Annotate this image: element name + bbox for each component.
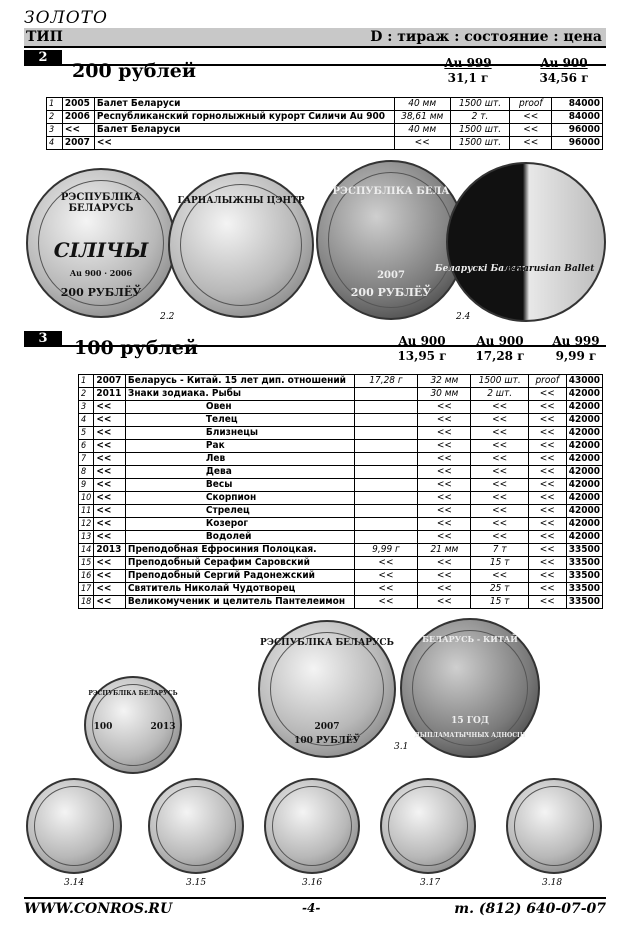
row-number: 8	[79, 466, 94, 479]
row-year: 2007	[62, 137, 94, 150]
row-weight	[354, 505, 418, 518]
row-number: 17	[79, 583, 94, 596]
metal-spec: Au 999 9,99 г	[552, 334, 600, 363]
table-row	[79, 557, 603, 570]
row-price: 33500	[566, 570, 602, 583]
coin-rim	[156, 786, 236, 866]
coin-legend: СІЛІЧЫ	[53, 238, 149, 262]
row-price: 33500	[566, 596, 602, 609]
row-diameter: 32 мм	[418, 375, 471, 388]
table-row	[47, 111, 603, 124]
row-price: 42000	[566, 388, 602, 401]
row-mintage: <<	[471, 492, 528, 505]
row-mintage: <<	[471, 570, 528, 583]
row-number: 4	[79, 414, 94, 427]
row-condition: <<	[528, 388, 566, 401]
row-name: Рак	[125, 440, 354, 453]
table-row	[47, 98, 603, 111]
table-row	[79, 427, 603, 440]
coin-legend: Belarusian Ballet	[506, 264, 595, 274]
coin-saint-sergius	[264, 778, 360, 874]
row-condition: <<	[528, 505, 566, 518]
row-price: 33500	[566, 544, 602, 557]
row-name: Преподобный Сергий Радонежский	[125, 570, 354, 583]
table-row	[79, 440, 603, 453]
metal-spec: Au 900 17,28 г	[475, 334, 525, 363]
row-diameter: <<	[418, 492, 471, 505]
coin-legend: 2007	[314, 722, 340, 732]
column-header-bar	[24, 28, 606, 48]
coin-rim	[412, 630, 528, 746]
row-condition: <<	[528, 401, 566, 414]
row-name: Преподобный Серафим Саровский	[125, 557, 354, 570]
section-number: 3	[24, 331, 62, 347]
coin-legend: 200 РУБЛЁЎ	[60, 286, 142, 299]
section-title: 200 рублей	[72, 60, 196, 82]
coin-caption: 3.15	[186, 878, 207, 888]
row-condition: <<	[528, 518, 566, 531]
row-weight	[354, 440, 418, 453]
row-condition: <<	[528, 596, 566, 609]
row-year: <<	[62, 124, 94, 137]
row-year: <<	[94, 427, 126, 440]
row-name: Стрелец	[125, 505, 354, 518]
row-mintage: 2 шт.	[471, 388, 528, 401]
row-mintage: 15 т	[471, 596, 528, 609]
row-price: 42000	[566, 427, 602, 440]
row-price: 42000	[566, 401, 602, 414]
row-year: <<	[94, 453, 126, 466]
coin-saint-nicholas	[380, 778, 476, 874]
table-row	[79, 531, 603, 544]
row-condition: <<	[528, 544, 566, 557]
coin-legend: РЭСПУБЛІКА БЕЛА	[332, 186, 450, 197]
row-price: 96000	[552, 124, 603, 137]
row-weight: <<	[354, 583, 418, 596]
row-number: 15	[79, 557, 94, 570]
row-mintage: <<	[471, 505, 528, 518]
coin-caption: 2.2	[160, 312, 175, 322]
table-row	[47, 124, 603, 137]
row-price: 42000	[566, 453, 602, 466]
row-name: Лев	[125, 453, 354, 466]
row-number: 18	[79, 596, 94, 609]
row-mintage: <<	[471, 427, 528, 440]
row-weight	[354, 466, 418, 479]
coin-caption: 3.18	[542, 878, 563, 888]
coin-caption: 2.4	[456, 312, 471, 322]
row-name: Телец	[125, 414, 354, 427]
coin-legend: РЭСПУБЛІКА БЕЛАРУСЬ	[260, 638, 394, 648]
row-condition: proof	[510, 98, 552, 111]
coin-legend: 2007	[377, 270, 405, 281]
type-label: ТИП	[26, 29, 63, 45]
coin-caption: 3.17	[420, 878, 441, 888]
row-year: <<	[94, 531, 126, 544]
table-row	[79, 570, 603, 583]
coin-silichi-obverse	[26, 168, 176, 318]
row-diameter: <<	[418, 531, 471, 544]
row-name: Овен	[125, 401, 354, 414]
row-name: Республиканский горнолыжный курорт Силичи Au 900	[94, 111, 394, 124]
row-weight: <<	[354, 570, 418, 583]
row-name: Скорпион	[125, 492, 354, 505]
row-mintage: <<	[471, 401, 528, 414]
row-condition: <<	[528, 557, 566, 570]
coin-table-200	[46, 97, 603, 150]
row-year: <<	[94, 518, 126, 531]
row-weight: <<	[354, 596, 418, 609]
row-diameter: <<	[418, 583, 471, 596]
row-mintage: <<	[471, 453, 528, 466]
coin-legend: 100 РУБЛЁЎ	[294, 736, 360, 746]
coin-silichi-reverse	[168, 172, 314, 318]
coin-legend: 15 ГОД	[451, 716, 489, 726]
row-weight	[354, 453, 418, 466]
table-row	[79, 466, 603, 479]
row-year: 2005	[62, 98, 94, 111]
row-condition: <<	[528, 414, 566, 427]
coin-legend: РЭСПУБЛІКА БЕЛАРУСЬ	[60, 192, 142, 214]
row-weight	[354, 479, 418, 492]
row-mintage: 25 т	[471, 583, 528, 596]
row-weight	[354, 531, 418, 544]
row-mintage: 1500 шт.	[450, 98, 510, 111]
row-year: <<	[94, 479, 126, 492]
row-diameter: 38,61 мм	[394, 111, 450, 124]
row-mintage: 7 т	[471, 544, 528, 557]
row-number: 5	[79, 427, 94, 440]
table-row	[47, 137, 603, 150]
table-row	[79, 544, 603, 557]
row-condition: <<	[528, 440, 566, 453]
row-name: Преподобная Ефросиния Полоцкая.	[125, 544, 354, 557]
row-diameter: 40 мм	[394, 98, 450, 111]
table-row	[79, 414, 603, 427]
coin-legend: БЕЛАРУСЬ - КИТАЙ	[422, 634, 518, 644]
row-number: 1	[47, 98, 63, 111]
row-price: 84000	[552, 111, 603, 124]
coin-rim	[272, 786, 352, 866]
page-footer	[24, 897, 606, 917]
row-year: <<	[94, 492, 126, 505]
category-title: ЗОЛОТО	[24, 8, 108, 28]
coin-saint-seraphim	[148, 778, 244, 874]
row-name: <<	[94, 137, 394, 150]
table-row	[79, 479, 603, 492]
metal-spec: Au 999 31,1 г	[444, 56, 492, 85]
row-diameter: <<	[418, 518, 471, 531]
row-price: 33500	[566, 557, 602, 570]
coin-caption: 3.16	[302, 878, 323, 888]
row-mintage: 1500 шт.	[450, 137, 510, 150]
row-mintage: 1500 шт.	[471, 375, 528, 388]
row-weight: <<	[354, 557, 418, 570]
row-year: <<	[94, 557, 126, 570]
phone-number: т. (812) 640-07-07	[454, 901, 606, 917]
table-row	[79, 375, 603, 388]
row-diameter: <<	[418, 466, 471, 479]
coin-legend: РЭСПУБЛІКА БЕЛАРУСЬ	[88, 690, 178, 697]
row-condition: <<	[528, 531, 566, 544]
row-number: 2	[79, 388, 94, 401]
coin-ballet-obverse	[316, 160, 466, 320]
row-condition: <<	[528, 466, 566, 479]
row-mintage: 1500 шт.	[450, 124, 510, 137]
row-name: Весы	[125, 479, 354, 492]
row-diameter: 40 мм	[394, 124, 450, 137]
row-mintage: <<	[471, 440, 528, 453]
row-mintage: <<	[471, 531, 528, 544]
row-price: 42000	[566, 440, 602, 453]
page-number: -4-	[302, 901, 321, 915]
coin-caption: 3.1	[394, 742, 409, 752]
row-condition: <<	[528, 427, 566, 440]
table-row	[79, 453, 603, 466]
coin-legend: Беларускі Балет	[434, 264, 526, 274]
row-diameter: <<	[418, 505, 471, 518]
row-diameter: <<	[418, 453, 471, 466]
row-year: <<	[94, 401, 126, 414]
coin-legend: Au 900 · 2006	[69, 268, 133, 278]
row-name: Знаки зодиака. Рыбы	[125, 388, 354, 401]
row-number: 4	[47, 137, 63, 150]
section-title: 100 рублей	[74, 337, 198, 359]
row-condition: <<	[510, 111, 552, 124]
coin-legend: ГАРНАЛЫЖНЫ ЦЭНТР	[177, 196, 305, 206]
row-name: Балет Беларуси	[94, 124, 394, 137]
row-number: 14	[79, 544, 94, 557]
row-year: <<	[94, 414, 126, 427]
row-name: Близнецы	[125, 427, 354, 440]
row-name: Балет Беларуси	[94, 98, 394, 111]
table-row	[79, 388, 603, 401]
row-weight	[354, 518, 418, 531]
row-price: 42000	[566, 505, 602, 518]
table-row	[79, 401, 603, 414]
row-mintage: <<	[471, 479, 528, 492]
coin-table-100	[78, 374, 603, 609]
coin-rim	[388, 786, 468, 866]
row-price: 84000	[552, 98, 603, 111]
row-number: 12	[79, 518, 94, 531]
row-diameter: <<	[418, 479, 471, 492]
row-condition: <<	[528, 492, 566, 505]
row-condition: <<	[510, 137, 552, 150]
row-number: 10	[79, 492, 94, 505]
coin-legend: ДЫПЛАМАТЫЧНЫХ АДНОСІН	[414, 732, 526, 739]
coin-rim	[34, 786, 114, 866]
coin-legend: 2013	[150, 722, 176, 732]
row-year: <<	[94, 583, 126, 596]
row-mintage: 15 т	[471, 557, 528, 570]
row-condition: <<	[528, 453, 566, 466]
row-price: 42000	[566, 531, 602, 544]
columns-label: D : тираж : состояние : цена	[370, 29, 602, 45]
row-number: 16	[79, 570, 94, 583]
row-name: Великомученик и целитель Пантелеимон	[125, 596, 354, 609]
row-number: 13	[79, 531, 94, 544]
row-condition: <<	[528, 479, 566, 492]
row-price: 42000	[566, 466, 602, 479]
row-mintage: 2 т.	[450, 111, 510, 124]
row-name: Дева	[125, 466, 354, 479]
row-year: 2007	[94, 375, 126, 388]
row-number: 1	[79, 375, 94, 388]
row-price: 96000	[552, 137, 603, 150]
row-price: 42000	[566, 479, 602, 492]
row-name: Святитель Николай Чудотворец	[125, 583, 354, 596]
row-price: 42000	[566, 518, 602, 531]
row-diameter: <<	[394, 137, 450, 150]
row-year: <<	[94, 466, 126, 479]
table-row	[79, 518, 603, 531]
row-number: 2	[47, 111, 63, 124]
table-row	[79, 596, 603, 609]
site-link[interactable]: WWW.CONROS.RU	[24, 901, 173, 917]
row-weight	[354, 388, 418, 401]
row-year: <<	[94, 440, 126, 453]
row-weight	[354, 401, 418, 414]
coin-euphrosyne-obverse	[84, 676, 182, 774]
row-year: <<	[94, 596, 126, 609]
row-weight: 9,99 г	[354, 544, 418, 557]
row-name: Беларусь - Китай. 15 лет дип. отношений	[125, 375, 354, 388]
coin-saint-panteleimon	[506, 778, 602, 874]
section-number: 2	[24, 50, 62, 66]
coin-ballet-reverse	[434, 162, 606, 322]
row-diameter: <<	[418, 414, 471, 427]
row-year: 2006	[62, 111, 94, 124]
row-year: 2013	[94, 544, 126, 557]
table-row	[79, 505, 603, 518]
row-number: 9	[79, 479, 94, 492]
row-diameter: <<	[418, 440, 471, 453]
row-weight	[354, 427, 418, 440]
row-price: 42000	[566, 492, 602, 505]
row-diameter: <<	[418, 596, 471, 609]
row-mintage: <<	[471, 466, 528, 479]
row-year: 2011	[94, 388, 126, 401]
row-diameter: <<	[418, 557, 471, 570]
row-diameter: <<	[418, 570, 471, 583]
row-price: 42000	[566, 414, 602, 427]
row-name: Козерог	[125, 518, 354, 531]
row-weight	[354, 414, 418, 427]
row-year: <<	[94, 505, 126, 518]
row-number: 3	[47, 124, 63, 137]
row-number: 11	[79, 505, 94, 518]
row-price: 43000	[566, 375, 602, 388]
row-condition: <<	[528, 583, 566, 596]
row-condition: <<	[510, 124, 552, 137]
row-weight: 17,28 г	[354, 375, 418, 388]
metal-spec: Au 900 13,95 г	[397, 334, 447, 363]
row-diameter: <<	[418, 401, 471, 414]
row-diameter: 30 мм	[418, 388, 471, 401]
coin-caption: 3.14	[64, 878, 85, 888]
row-year: <<	[94, 570, 126, 583]
row-price: 33500	[566, 583, 602, 596]
row-diameter: <<	[418, 427, 471, 440]
coin-legend: 200 РУБЛЁЎ	[350, 286, 432, 299]
coin-china-reverse	[400, 618, 540, 758]
row-number: 3	[79, 401, 94, 414]
row-mintage: <<	[471, 414, 528, 427]
row-condition: proof	[528, 375, 566, 388]
row-mintage: <<	[471, 518, 528, 531]
row-name: Водолей	[125, 531, 354, 544]
row-number: 7	[79, 453, 94, 466]
table-row	[79, 583, 603, 596]
coin-rim	[514, 786, 594, 866]
metal-spec: Au 900 34,56 г	[539, 56, 589, 85]
row-number: 6	[79, 440, 94, 453]
row-condition: <<	[528, 570, 566, 583]
table-row	[79, 492, 603, 505]
row-diameter: 21 мм	[418, 544, 471, 557]
coin-saint-euphrosyne	[26, 778, 122, 874]
coin-china-obverse	[258, 620, 396, 758]
row-weight	[354, 492, 418, 505]
coin-legend: 100	[93, 722, 113, 732]
